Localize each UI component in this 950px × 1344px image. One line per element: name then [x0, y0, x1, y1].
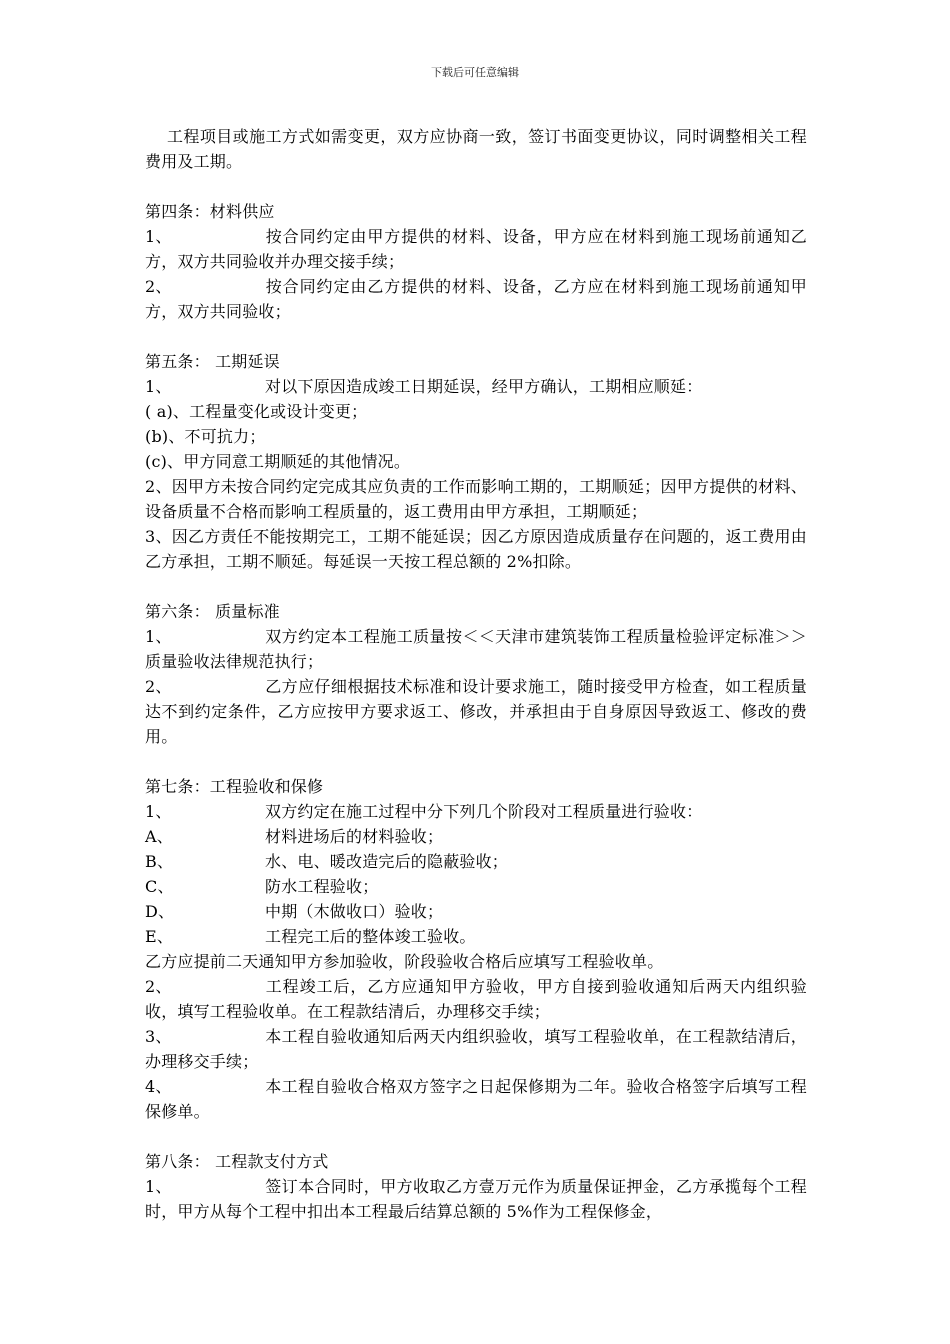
list-item-text: 防水工程验收；: [265, 877, 379, 896]
document-body: [145, 124, 807, 1224]
body-paragraph: 2、因甲方未按合同约定完成其应负责的工作而影响工期的，工期顺延；因甲方提供的材料、设备质量不合格而影响工程质量的，返工费用由甲方承担，工期顺延；: [145, 477, 807, 521]
body-paragraph: 3、因乙方责任不能按期完工，工期不能延误；因乙方原因造成质量存在问题的，返工费用由乙方承担，工期不顺延。每延误一天按工程总额的 2%扣除。: [145, 527, 807, 571]
section-heading: 第八条： 工程款支付方式: [145, 1152, 329, 1171]
list-item-number: 1、: [145, 627, 172, 646]
list-item: [145, 899, 807, 924]
list-item: [145, 799, 807, 824]
list-item-text: 双方约定本工程施工质量按＜＜天津市建筑装饰工程质量检验评定标准＞＞质量验收法律规范执行；: [145, 627, 807, 671]
list-item-text: 水、电、暖改造完后的隐蔽验收；: [265, 852, 509, 871]
list-item-text: 中期（木做收口）验收；: [265, 902, 444, 921]
list-item-number: A、: [145, 827, 173, 846]
list-item: [145, 274, 807, 324]
list-item-number: 3、: [145, 1027, 172, 1046]
page-header: 下载后可任意编辑: [431, 66, 519, 79]
list-item-text: 本工程自验收合格双方签字之日起保修期为二年。验收合格签字后填写工程保修单。: [145, 1077, 807, 1121]
list-item: [145, 974, 807, 1024]
list-item: [145, 924, 807, 949]
list-item: [145, 674, 807, 749]
list-item: [145, 624, 807, 674]
list-item-number: 2、: [145, 977, 172, 996]
paragraph-gap: [145, 174, 807, 199]
body-paragraph: (c)、甲方同意工期顺延的其他情况。: [145, 452, 411, 471]
list-item: [145, 374, 807, 399]
list-item-number: 1、: [145, 802, 172, 821]
list-item-number: B、: [145, 852, 174, 871]
body-paragraph: 乙方应提前二天通知甲方参加验收，阶段验收合格后应填写工程验收单。: [145, 952, 664, 971]
list-item-number: 1、: [145, 227, 172, 246]
list-item-text: 本工程自验收通知后两天内组织验收，填写工程验收单，在工程款结清后，办理移交手续；: [145, 1027, 807, 1071]
list-item: [145, 849, 807, 874]
body-paragraph: 工程项目或施工方式如需变更，双方应协商一致，签订书面变更协议，同时调整相关工程费用及工期。: [145, 127, 807, 171]
list-item: [145, 1174, 807, 1224]
list-item-number: C、: [145, 877, 174, 896]
list-item-number: 4、: [145, 1077, 172, 1096]
paragraph-gap: [145, 574, 807, 599]
list-item-number: 2、: [145, 677, 172, 696]
list-item-text: 签订本合同时，甲方收取乙方壹万元作为质量保证押金，乙方承揽每个工程时，甲方从每个工程中扣出本工程最后结算总额的 5%作为工程保修金，: [145, 1177, 807, 1221]
body-paragraph: ( a)、工程量变化或设计变更；: [145, 402, 368, 421]
paragraph-gap: [145, 1124, 807, 1149]
section-heading: 第六条： 质量标准: [145, 602, 280, 621]
list-item-number: D、: [145, 902, 175, 921]
paragraph-gap: [145, 749, 807, 774]
list-item-number: 1、: [145, 377, 172, 396]
body-paragraph: (b)、不可抗力；: [145, 427, 266, 446]
list-item-text: 对以下原因造成竣工日期延误，经甲方确认，工期相应顺延：: [265, 377, 703, 396]
list-item-text: 工程完工后的整体竣工验收。: [265, 927, 476, 946]
list-item-text: 双方约定在施工过程中分下列几个阶段对工程质量进行验收：: [265, 802, 703, 821]
list-item: [145, 1074, 807, 1124]
list-item-text: 乙方应仔细根据技术标准和设计要求施工，随时接受甲方检查，如工程质量达不到约定条件，乙方应按甲方要求返工、修改，并承担由于自身原因导致返工、修改的费用。: [145, 677, 807, 746]
list-item-text: 材料进场后的材料验收；: [265, 827, 444, 846]
list-item-text: 按合同约定由甲方提供的材料、设备，甲方应在材料到施工现场前通知乙方，双方共同验收并办理交接手续；: [145, 227, 807, 271]
section-heading: 第七条：工程验收和保修: [145, 777, 324, 796]
list-item-text: 工程竣工后，乙方应通知甲方验收，甲方自接到验收通知后两天内组织验收，填写工程验收单。在工程款结清后，办理移交手续；: [145, 977, 807, 1021]
list-item-number: 1、: [145, 1177, 172, 1196]
list-item-text: 按合同约定由乙方提供的材料、设备，乙方应在材料到施工现场前通知甲方，双方共同验收；: [145, 277, 807, 321]
paragraph-gap: [145, 324, 807, 349]
list-item: [145, 224, 807, 274]
section-heading: 第五条： 工期延误: [145, 352, 280, 371]
section-heading: 第四条：材料供应: [145, 202, 275, 221]
list-item: [145, 874, 807, 899]
list-item: [145, 1024, 807, 1074]
list-item: [145, 824, 807, 849]
list-item-number: E、: [145, 927, 174, 946]
list-item-number: 2、: [145, 277, 172, 296]
